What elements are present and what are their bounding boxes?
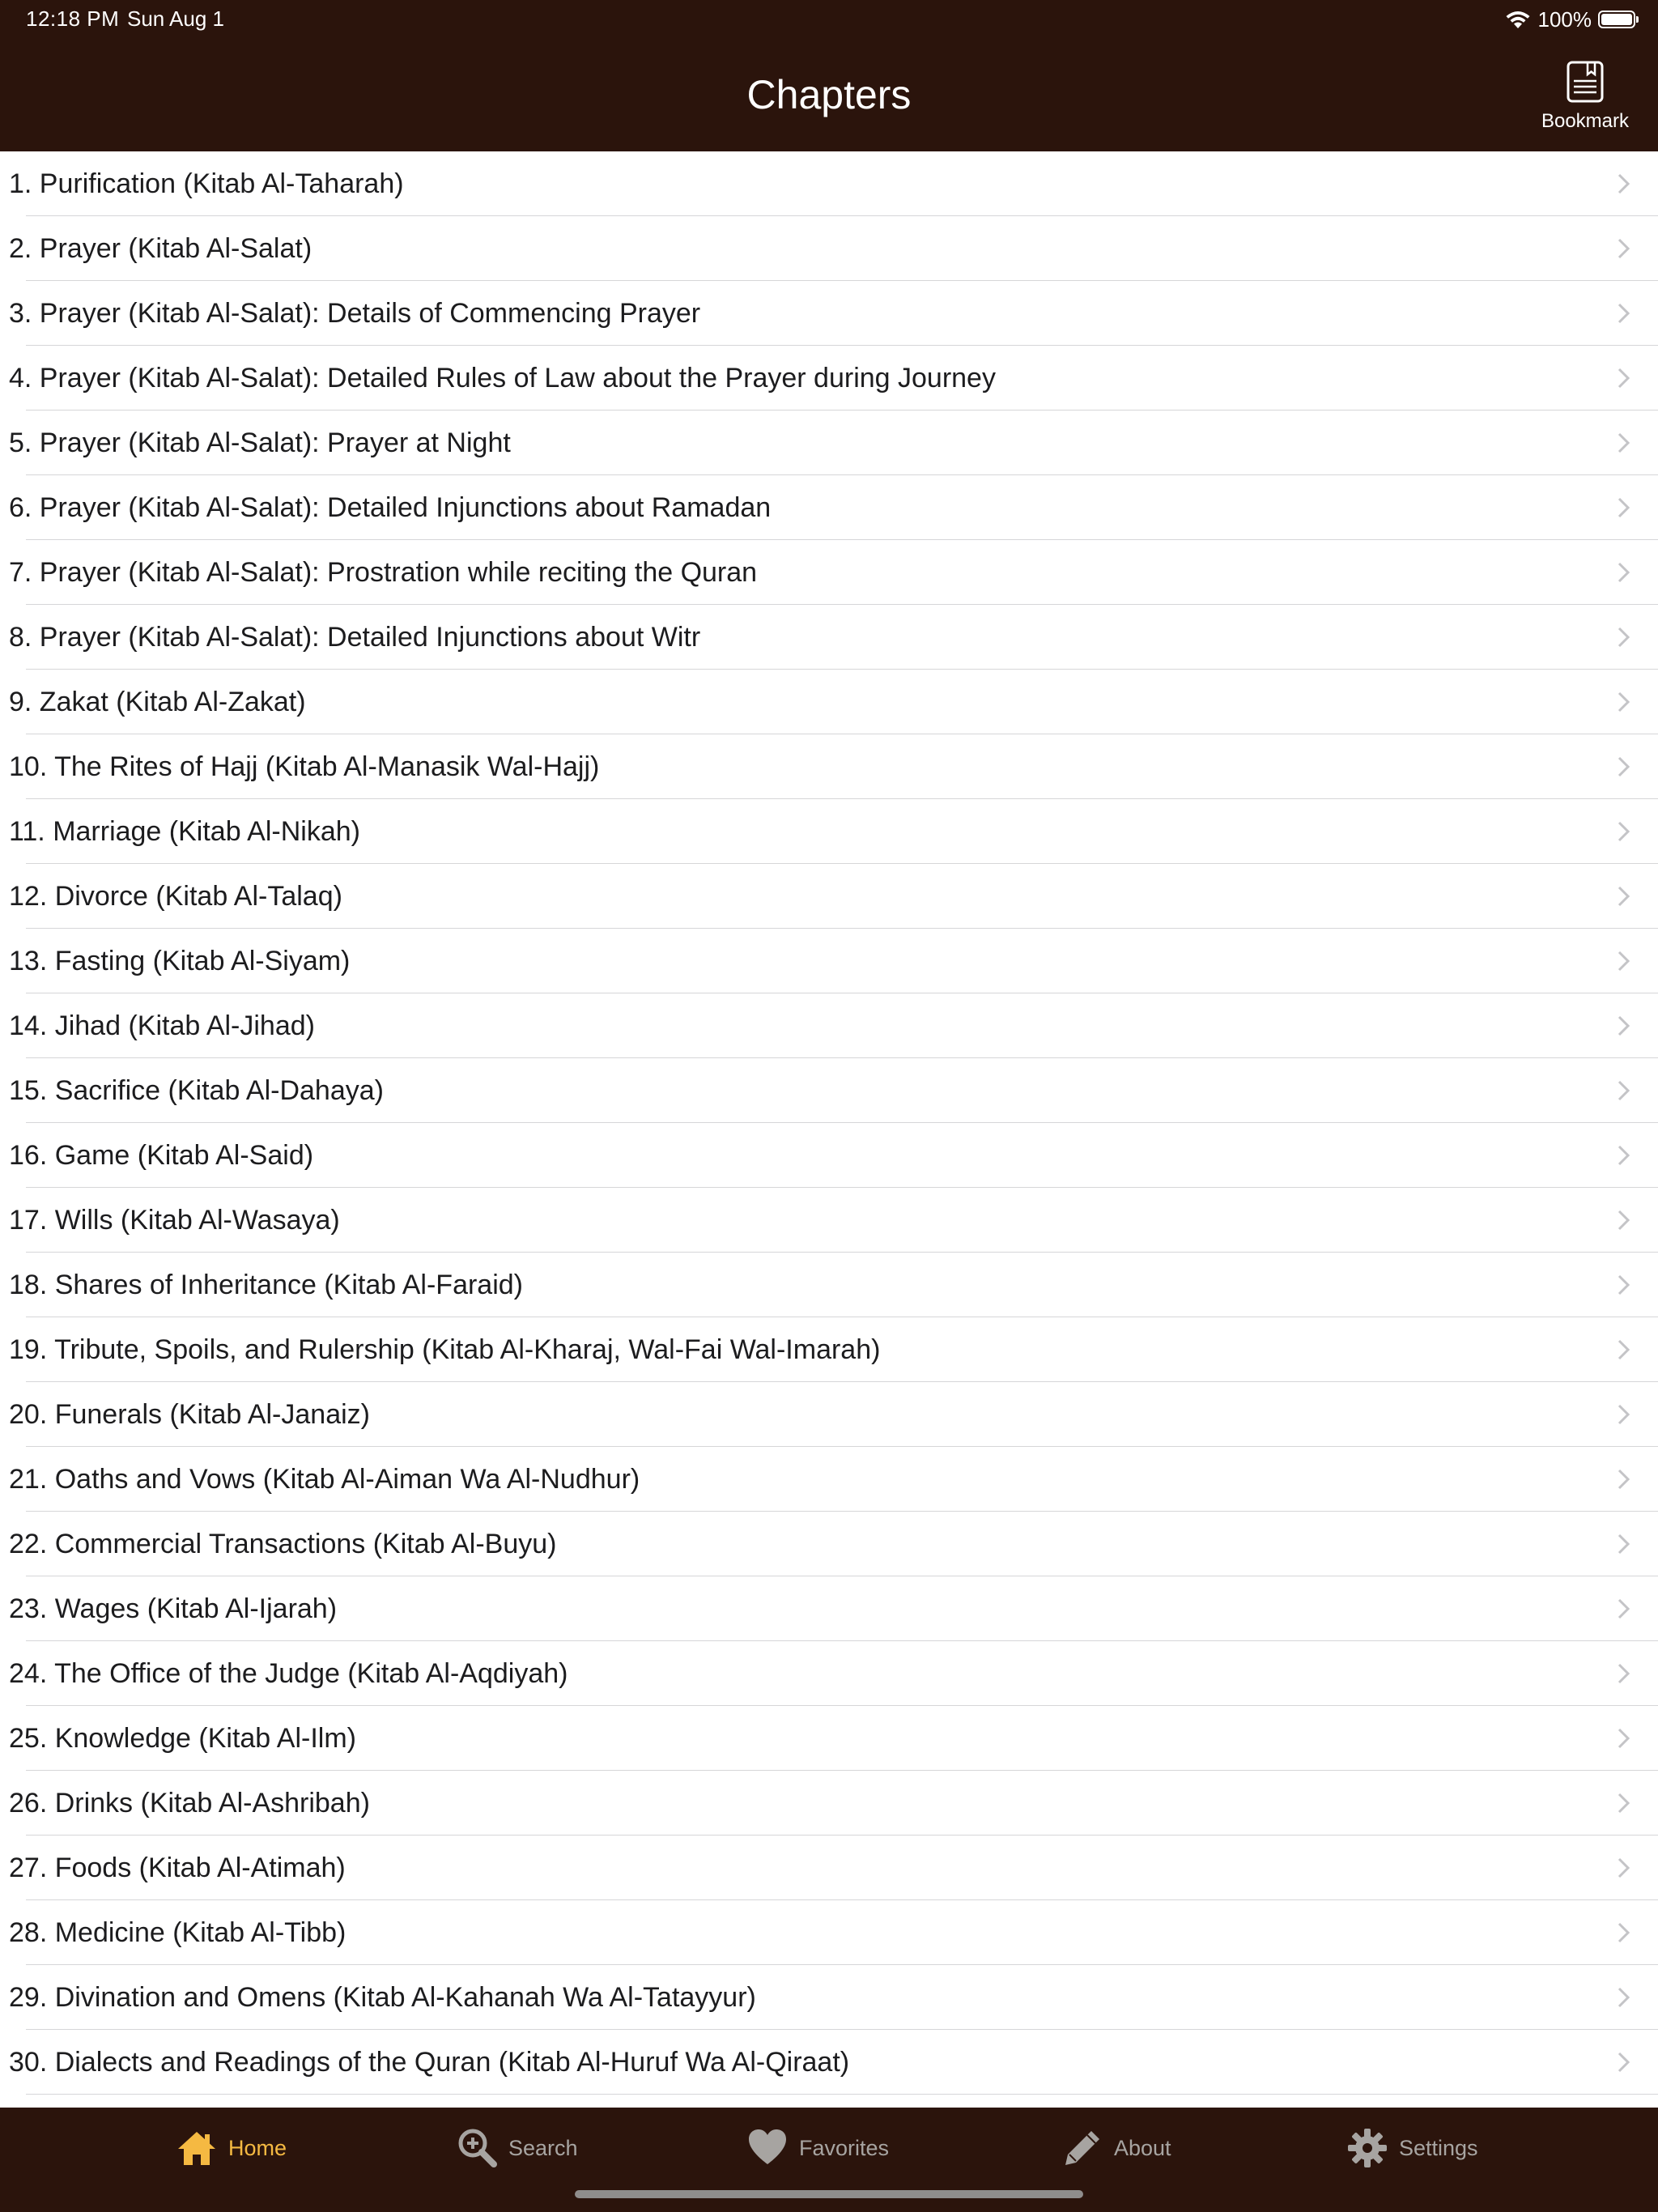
chapter-row[interactable] xyxy=(0,1447,1658,1512)
chapter-title: 21. Oaths and Vows (Kitab Al-Aiman Wa Al-Nudhur) xyxy=(9,1464,640,1495)
chapter-row[interactable] xyxy=(0,605,1658,670)
chevron-right-icon xyxy=(1616,561,1632,584)
chapter-row[interactable] xyxy=(0,1188,1658,1253)
chapter-title: 17. Wills (Kitab Al-Wasaya) xyxy=(9,1205,340,1236)
chapter-row[interactable] xyxy=(0,475,1658,540)
chapter-row[interactable] xyxy=(0,281,1658,346)
home-indicator[interactable] xyxy=(575,2190,1083,2198)
chapter-title: 15. Sacrifice (Kitab Al-Dahaya) xyxy=(9,1075,384,1106)
chapter-title: 24. The Office of the Judge (Kitab Al-Aqdiyah) xyxy=(9,1658,568,1689)
chapter-row[interactable] xyxy=(0,346,1658,410)
chevron-right-icon xyxy=(1616,885,1632,908)
page-title: Chapters xyxy=(746,72,912,117)
wifi-icon xyxy=(1504,9,1532,30)
bookmark-label: Bookmark xyxy=(1541,110,1630,132)
chevron-right-icon xyxy=(1616,1857,1632,1879)
chevron-right-icon xyxy=(1616,1015,1632,1037)
chapter-title: 14. Jihad (Kitab Al-Jihad) xyxy=(9,1010,315,1041)
chapter-row[interactable] xyxy=(0,993,1658,1058)
chapter-row[interactable] xyxy=(0,1512,1658,1576)
chapter-list xyxy=(0,151,1658,2095)
chapter-title: 23. Wages (Kitab Al-Ijarah) xyxy=(9,1593,338,1624)
chapter-title: 22. Commercial Transactions (Kitab Al-Buyu) xyxy=(9,1529,557,1559)
chapter-row[interactable] xyxy=(0,1641,1658,1706)
chapter-row[interactable] xyxy=(0,1253,1658,1317)
chapter-title: 6. Prayer (Kitab Al-Salat): Detailed Injunctions about Ramadan xyxy=(9,492,772,523)
chapter-title: 29. Divination and Omens (Kitab Al-Kahanah Wa Al-Tatayyur) xyxy=(9,1982,756,2013)
chapter-title: 20. Funerals (Kitab Al-Janaiz) xyxy=(9,1399,370,1430)
chapter-title: 27. Foods (Kitab Al-Atimah) xyxy=(9,1853,346,1883)
chevron-right-icon xyxy=(1616,496,1632,519)
chevron-right-icon xyxy=(1616,2051,1632,2074)
status-indicators xyxy=(1504,6,1636,32)
chapter-title: 28. Medicine (Kitab Al-Tibb) xyxy=(9,1917,346,1948)
chapter-row[interactable] xyxy=(0,540,1658,605)
chapter-row[interactable] xyxy=(0,1836,1658,1900)
chevron-right-icon xyxy=(1616,1338,1632,1361)
chapter-row[interactable] xyxy=(0,670,1658,734)
chapter-row[interactable] xyxy=(0,151,1658,216)
chapter-title: 13. Fasting (Kitab Al-Siyam) xyxy=(9,946,351,976)
tab-label: Search xyxy=(508,2135,578,2160)
pencil-icon xyxy=(1062,2128,1103,2168)
tab-favorites[interactable] xyxy=(747,2108,889,2189)
chevron-right-icon xyxy=(1616,237,1632,260)
chapter-row[interactable] xyxy=(0,1058,1658,1123)
chevron-right-icon xyxy=(1616,820,1632,843)
tab-about[interactable] xyxy=(1062,2108,1171,2189)
chapter-row[interactable] xyxy=(0,410,1658,475)
chevron-right-icon xyxy=(1616,302,1632,325)
chapter-title: 8. Prayer (Kitab Al-Salat): Detailed Injunctions about Witr xyxy=(9,622,701,653)
house-icon xyxy=(176,2128,217,2168)
chapter-title: 10. The Rites of Hajj (Kitab Al-Manasik Wal-Hajj) xyxy=(9,751,600,782)
magnifier-icon xyxy=(457,2128,497,2168)
chevron-right-icon xyxy=(1616,1662,1632,1685)
chevron-right-icon xyxy=(1616,172,1632,195)
chevron-right-icon xyxy=(1616,1597,1632,1620)
chapter-row[interactable] xyxy=(0,1965,1658,2030)
chevron-right-icon xyxy=(1616,1986,1632,2009)
chapter-title: 30. Dialects and Readings of the Quran (Kitab Al-Huruf Wa Al-Qiraat) xyxy=(9,2047,850,2078)
bookmark-icon xyxy=(1566,60,1605,104)
chapter-title: 5. Prayer (Kitab Al-Salat): Prayer at Night xyxy=(9,428,511,458)
chevron-right-icon xyxy=(1616,1079,1632,1102)
chapter-title: 2. Prayer (Kitab Al-Salat) xyxy=(9,233,312,264)
chevron-right-icon xyxy=(1616,950,1632,972)
status-date: Sun Aug 1 xyxy=(127,6,224,31)
chapter-row[interactable] xyxy=(0,734,1658,799)
tab-label: Favorites xyxy=(799,2135,890,2160)
chevron-right-icon xyxy=(1616,1921,1632,1944)
chevron-right-icon xyxy=(1616,1468,1632,1491)
chapter-row[interactable] xyxy=(0,1706,1658,1771)
chapter-row[interactable] xyxy=(0,1900,1658,1965)
tab-search[interactable] xyxy=(457,2108,578,2189)
chapter-row[interactable] xyxy=(0,864,1658,929)
chapter-row[interactable] xyxy=(0,1382,1658,1447)
chevron-right-icon xyxy=(1616,432,1632,454)
chapter-title: 12. Divorce (Kitab Al-Talaq) xyxy=(9,881,342,912)
chapter-title: 9. Zakat (Kitab Al-Zakat) xyxy=(9,687,306,717)
chapter-title: 3. Prayer (Kitab Al-Salat): Details of Commencing Prayer xyxy=(9,298,701,329)
battery-icon xyxy=(1598,11,1635,28)
chapter-title: 19. Tribute, Spoils, and Rulership (Kitab Al-Kharaj, Wal-Fai Wal-Imarah) xyxy=(9,1334,881,1365)
chevron-right-icon xyxy=(1616,1792,1632,1814)
status-time: 12:18 PM xyxy=(26,6,120,31)
chevron-right-icon xyxy=(1616,1209,1632,1231)
navigation-header xyxy=(0,0,1658,151)
tab-label: About xyxy=(1114,2135,1171,2160)
chapter-row[interactable] xyxy=(0,2030,1658,2095)
chapter-title: 26. Drinks (Kitab Al-Ashribah) xyxy=(9,1788,370,1819)
tab-label: Settings xyxy=(1399,2135,1478,2160)
chevron-right-icon xyxy=(1616,1144,1632,1167)
tab-home[interactable] xyxy=(176,2108,287,2189)
chapter-row[interactable] xyxy=(0,929,1658,993)
tab-label: Home xyxy=(228,2135,287,2160)
chevron-right-icon xyxy=(1616,367,1632,389)
chapter-title: 18. Shares of Inheritance (Kitab Al-Faraid) xyxy=(9,1270,523,1300)
chevron-right-icon xyxy=(1616,755,1632,778)
chapter-row[interactable] xyxy=(0,1576,1658,1641)
chapter-row[interactable] xyxy=(0,1317,1658,1382)
bookmark-button[interactable] xyxy=(1530,60,1640,138)
chapter-title: 7. Prayer (Kitab Al-Salat): Prostration while reciting the Quran xyxy=(9,557,758,588)
heart-icon xyxy=(747,2128,788,2168)
chevron-right-icon xyxy=(1616,626,1632,649)
chapter-row[interactable] xyxy=(0,1771,1658,1836)
chevron-right-icon xyxy=(1616,1727,1632,1750)
battery-percentage: 100% xyxy=(1537,6,1592,32)
chevron-right-icon xyxy=(1616,1274,1632,1296)
chapter-row[interactable] xyxy=(0,216,1658,281)
chapter-row[interactable] xyxy=(0,1123,1658,1188)
chapter-title: 4. Prayer (Kitab Al-Salat): Detailed Rules of Law about the Prayer during Journey xyxy=(9,363,996,393)
chapter-title: 1. Purification (Kitab Al-Taharah) xyxy=(9,168,404,199)
gear-icon xyxy=(1347,2128,1388,2168)
tab-settings[interactable] xyxy=(1347,2108,1478,2189)
chevron-right-icon xyxy=(1616,1403,1632,1426)
chapter-title: 25. Knowledge (Kitab Al-Ilm) xyxy=(9,1723,356,1754)
chapter-row[interactable] xyxy=(0,799,1658,864)
chevron-right-icon xyxy=(1616,1533,1632,1555)
chevron-right-icon xyxy=(1616,691,1632,713)
chapter-title: 16. Game (Kitab Al-Said) xyxy=(9,1140,314,1171)
chapter-title: 11. Marriage (Kitab Al-Nikah) xyxy=(9,816,360,847)
